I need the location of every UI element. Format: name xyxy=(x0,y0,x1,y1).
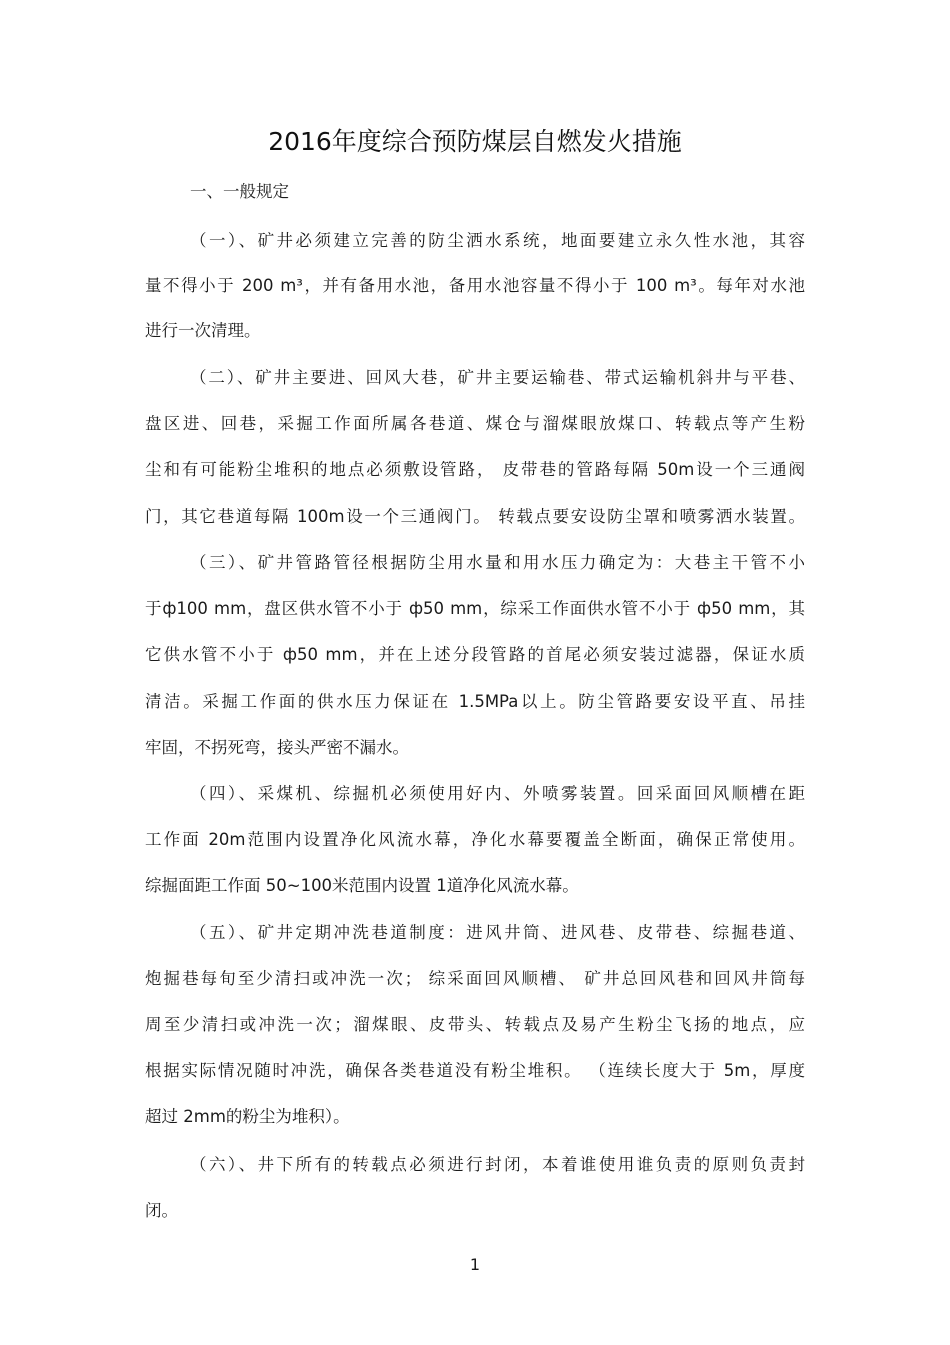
paragraph-line: 盘区进、回巷，采掘工作面所属各巷道、煤仓与溜煤眼放煤口、转载点等产生粉 xyxy=(145,414,805,433)
paragraph-line: 闭。 xyxy=(145,1201,178,1220)
paragraph-line: 清洁。采掘工作面的供水压力保证在 1.5MPa以上。防尘管路要安设平直、吊挂 xyxy=(145,692,805,711)
paragraph-line: （六）、井下所有的转载点必须进行封闭，本着谁使用谁负责的原则负责封 xyxy=(190,1155,805,1174)
paragraph-line: 量不得小于 200 m³，并有备用水池，备用水池容量不得小于 100 m³。每年对水池 xyxy=(145,276,805,295)
paragraph-line: 工作面 20m范围内设置净化风流水幕，净化水幕要覆盖全断面，确保正常使用。 xyxy=(145,830,805,849)
paragraph-line: （五）、矿井定期冲洗巷道制度：进风井筒、进风巷、皮带巷、综掘巷道、 xyxy=(190,923,805,942)
paragraph-line: 炮掘巷每旬至少清扫或冲洗一次； 综采面回风顺槽、 矿井总回风巷和回风井筒每 xyxy=(145,969,805,988)
paragraph-line: 超过 2mm的粉尘为堆积）。 xyxy=(145,1107,350,1126)
document-title: 2016年度综合预防煤层自燃发火措施 xyxy=(268,127,682,156)
section-heading: 一、一般规定 xyxy=(190,182,289,201)
paragraph-line: （三）、矿井管路管径根据防尘用水量和用水压力确定为：大巷主干管不小 xyxy=(190,553,805,572)
paragraph-line: （二）、矿井主要进、回风大巷，矿井主要运输巷、带式运输机斜井与平巷、 xyxy=(190,368,805,387)
page-number: 1 xyxy=(469,1255,481,1274)
paragraph-line: （一）、矿井必须建立完善的防尘洒水系统，地面要建立永久性水池，其容 xyxy=(190,231,805,250)
paragraph-line: 综掘面距工作面 50~100米范围内设置 1道净化风流水幕。 xyxy=(145,876,579,895)
paragraph-line: （四）、采煤机、综掘机必须使用好内、外喷雾装置。回采面回风顺槽在距 xyxy=(190,784,805,803)
paragraph-line: 进行一次清理。 xyxy=(145,321,261,340)
paragraph-line: 门，其它巷道每隔 100m设一个三通阀门。 转载点要安设防尘罩和喷雾洒水装置。 xyxy=(145,507,805,526)
paragraph-line: 于ф100 mm，盘区供水管不小于 ф50 mm，综采工作面供水管不小于 ф50 mm，其 xyxy=(145,599,805,618)
paragraph-line: 牢固，不拐死弯，接头严密不漏水。 xyxy=(145,738,409,757)
paragraph-line: 周至少清扫或冲洗一次；溜煤眼、皮带头、转载点及易产生粉尘飞扬的地点，应 xyxy=(145,1015,805,1034)
paragraph-line: 根据实际情况随时冲洗，确保各类巷道没有粉尘堆积。 （连续长度大于 5m，厚度 xyxy=(145,1061,805,1080)
paragraph-line: 它供水管不小于 ф50 mm，并在上述分段管路的首尾必须安装过滤器，保证水质 xyxy=(145,645,805,664)
paragraph-line: 尘和有可能粉尘堆积的地点必须敷设管路， 皮带巷的管路每隔 50m设一个三通阀 xyxy=(145,460,805,479)
